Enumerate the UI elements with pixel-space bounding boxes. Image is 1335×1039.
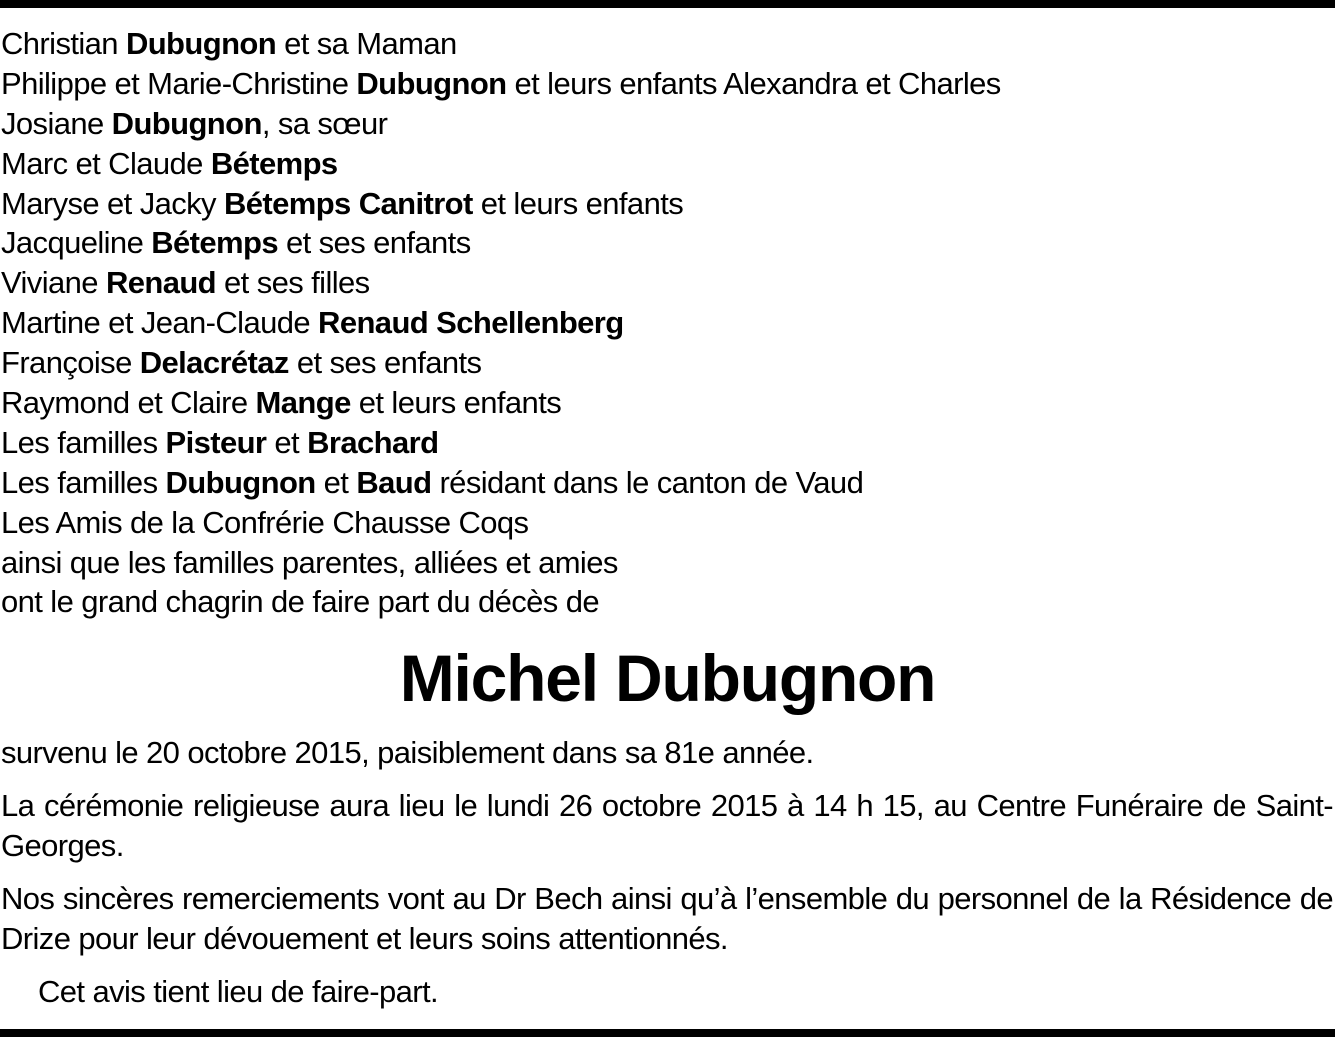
family-line [1,303,1331,343]
family-surname: Mange [255,385,351,421]
family-line [1,582,1331,622]
family-text: Les familles [1,464,166,500]
family-text: et ses enfants [277,225,471,261]
family-line [1,263,1331,303]
family-text: ont le grand chagrin de faire part du décès de [1,584,599,620]
family-text: et [266,424,308,460]
family-text: et [315,464,357,500]
family-line [1,503,1331,543]
closing-paragraph: Cet avis tient lieu de faire-part. [38,974,439,1009]
family-line [1,223,1331,263]
family-text: , sa sœur [261,105,388,141]
family-surname: Bétemps Canitrot [223,185,473,221]
family-surname: Pisteur [165,424,267,460]
family-list [1,24,1331,622]
bottom-rule [0,1029,1335,1037]
family-text: et sa Maman [276,26,457,61]
family-line [1,64,1331,104]
family-surname: Renaud Schellenberg [318,305,624,341]
thanks-paragraph: Nos sincères remerciements vont au Dr Bech ainsi qu’à l’ensemble du personnel de la Résidence de Drize pour leur dévouement et leurs soins attentionnés. [1,881,1333,956]
family-line [1,383,1331,423]
family-line [1,463,1331,503]
family-text: résidant dans le canton de Vaud [431,464,864,500]
family-surname: Dubugnon [165,464,316,500]
family-surname: Dubugnon [356,65,507,101]
family-surname: Dubugnon [111,105,262,141]
family-text: et leurs enfants [350,385,562,421]
family-text: et leurs enfants [472,185,684,221]
family-text: et ses filles [216,265,370,301]
family-text: Viviane [1,265,106,301]
family-line [1,104,1331,144]
family-surname: Dubugnon [125,26,277,61]
family-text: et ses enfants [288,345,482,381]
family-text: et leurs enfants Alexandra et Charles [506,65,1001,101]
family-text: Maryse et Jacky [1,185,224,221]
family-text: Les familles [1,424,166,460]
family-text: Josiane [1,105,112,141]
top-rule [0,0,1335,8]
family-text: Françoise [1,345,140,381]
family-text: Jacqueline [1,225,152,261]
family-surname: Bétemps [151,225,278,261]
family-surname: Baud [356,464,432,500]
deceased-paragraph: survenu le 20 octobre 2015, paisiblement dans sa 81e année. [1,735,814,770]
family-text: Philippe et Marie-Christine [1,65,357,101]
family-text: ainsi que les familles parentes, alliées et amies [1,544,618,580]
family-text: Raymond et Claire [1,385,256,421]
family-line [1,343,1331,383]
family-surname: Bétemps [210,145,338,181]
family-text: Christian [1,26,126,61]
family-line [1,24,1331,64]
family-surname: Renaud [105,265,217,301]
family-line [1,423,1331,463]
deceased-name: Michel Dubugnon [399,641,936,715]
family-surname: Brachard [307,424,439,460]
family-line [1,184,1331,224]
ceremony-paragraph: La cérémonie religieuse aura lieu le lundi 26 octobre 2015 à 14 h 15, au Centre Funéraire de Saint-Georges. [1,788,1333,863]
family-line [1,543,1331,583]
family-text: Marc et Claude [1,145,211,181]
family-surname: Delacrétaz [139,345,289,381]
family-line [1,144,1331,184]
family-text: Martine et Jean-Claude [1,305,319,341]
family-text: Les Amis de la Confrérie Chausse Coqs [1,504,529,540]
